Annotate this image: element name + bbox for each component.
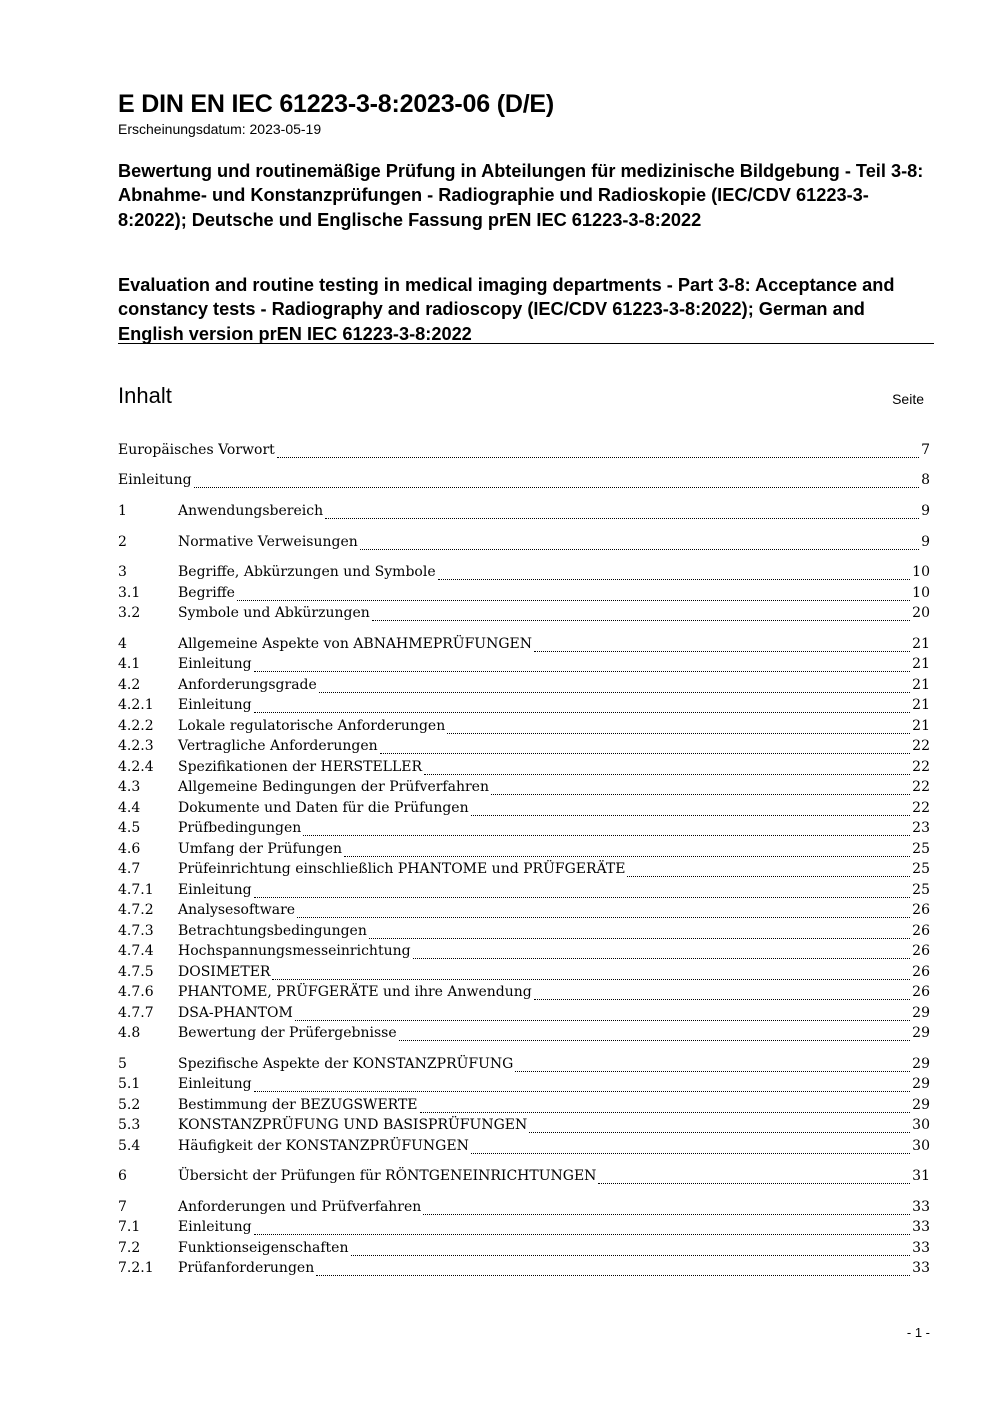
- toc-entry-number: 6: [118, 1168, 127, 1184]
- toc-entry-page: 29: [912, 1025, 930, 1041]
- toc-entry-page: 21: [912, 636, 930, 652]
- toc-entry-number: 4.7.6: [118, 984, 154, 1000]
- toc-entry-number: 3: [118, 564, 127, 580]
- toc-entry[interactable]: [118, 1095, 930, 1115]
- toc-leader-dots: [413, 946, 911, 959]
- toc-entry[interactable]: [118, 1238, 930, 1258]
- toc-leader-dots: [420, 1100, 911, 1113]
- toc-leader-dots: [598, 1171, 910, 1184]
- toc-entry-page: 33: [912, 1219, 930, 1235]
- toc-leader-dots: [424, 762, 910, 775]
- toc-entry-title: Normative Verweisungen: [178, 534, 358, 550]
- document-id: E DIN EN IEC 61223-3-8:2023-06 (D/E): [118, 90, 555, 118]
- toc-leader-dots: [237, 588, 910, 601]
- toc-entry-page: 21: [912, 718, 930, 734]
- toc-entry-title: Lokale regulatorische Anforderungen: [178, 718, 446, 734]
- toc-entry-title: Einleitung: [178, 697, 252, 713]
- toc-entry-page: 26: [912, 984, 930, 1000]
- toc-entry-page: 23: [912, 820, 930, 836]
- toc-entry-title: Anwendungsbereich: [178, 503, 324, 519]
- toc-entry[interactable]: [118, 941, 930, 961]
- toc-leader-dots: [254, 1079, 911, 1092]
- page-number: - 1 -: [906, 1325, 930, 1340]
- toc-entry-title: DOSIMETER: [178, 964, 271, 980]
- toc-leader-dots: [534, 987, 910, 1000]
- toc-entry-title: Einleitung: [178, 882, 252, 898]
- toc-entry-title: Anforderungen und Prüfverfahren: [178, 1199, 422, 1215]
- toc-leader-dots: [471, 803, 911, 816]
- toc-entry-page: 25: [912, 861, 930, 877]
- toc-entry-number: 4.6: [118, 841, 141, 857]
- title-divider: [118, 343, 934, 344]
- toc-entry[interactable]: [118, 736, 930, 756]
- toc-entry-number: 1: [118, 503, 127, 519]
- toc-entry-page: 22: [912, 800, 930, 816]
- toc-entry-number: 4.2.3: [118, 738, 154, 754]
- toc-entry-title: Häufigkeit der KONSTANZPRÜFUNGEN: [178, 1138, 469, 1154]
- toc-leader-dots: [372, 608, 910, 621]
- toc-entry-number: 4.1: [118, 656, 141, 672]
- toc-entry-page: 26: [912, 902, 930, 918]
- toc-entry-title: Einleitung: [178, 1219, 252, 1235]
- toc-heading: Inhalt: [118, 383, 172, 408]
- toc-leader-dots: [319, 680, 910, 693]
- toc-entry[interactable]: [118, 777, 930, 797]
- publication-date: Erscheinungsdatum: 2023-05-19: [118, 121, 322, 137]
- toc-entry-number: 4.2.4: [118, 759, 154, 775]
- toc-entry-number: 4.7.3: [118, 923, 154, 939]
- toc-entry-number: 4.2.2: [118, 718, 154, 734]
- toc-entry-title: Begriffe: [178, 585, 235, 601]
- toc-entry[interactable]: [118, 654, 930, 674]
- toc-entry-number: 4.3: [118, 779, 141, 795]
- toc-entry-title: Umfang der Prüfungen: [178, 841, 343, 857]
- toc-entry[interactable]: [118, 562, 930, 582]
- toc-entry-page: 7: [921, 442, 930, 458]
- toc-entry[interactable]: [118, 839, 930, 859]
- toc-entry[interactable]: [118, 1166, 930, 1186]
- toc-entry[interactable]: [118, 470, 930, 490]
- toc-leader-dots: [380, 741, 911, 754]
- toc-entry[interactable]: [118, 1074, 930, 1094]
- toc-entry-page: 9: [921, 503, 930, 519]
- toc-entry[interactable]: [118, 583, 930, 603]
- toc-entry[interactable]: [118, 757, 930, 777]
- toc-entry-title: KONSTANZPRÜFUNG UND BASISPRÜFUNGEN: [178, 1117, 528, 1133]
- toc-entry-title: Analysesoftware: [178, 902, 296, 918]
- toc-entry-page: 33: [912, 1240, 930, 1256]
- toc-entry-number: 7.2: [118, 1240, 141, 1256]
- toc-entry-title: Allgemeine Bedingungen der Prüfverfahren: [178, 779, 489, 795]
- toc-entry-title: Funktionseigenschaften: [178, 1240, 349, 1256]
- toc-entry-title: Prüfanforderungen: [178, 1260, 315, 1276]
- toc-entry-page: 33: [912, 1260, 930, 1276]
- toc-leader-dots: [254, 700, 911, 713]
- toc-entry-number: 4.7.2: [118, 902, 154, 918]
- title-german: Bewertung und routinemäßige Prüfung in Abteilungen für medizinische Bildgebung - Teil 3-8: Abnahme- und Konstanzprüfungen - Radiographie und Radioskopie (IEC/CDV 61223-3-8:2022); Deutsche und Englische Fassung prEN IEC 61223-3-8:2022: [118, 161, 924, 230]
- toc-entry-title: Spezifikationen der HERSTELLER: [178, 759, 423, 775]
- toc-entry[interactable]: [118, 695, 930, 715]
- toc-leader-dots: [325, 506, 919, 519]
- toc-leader-dots: [369, 926, 910, 939]
- toc-leader-dots: [534, 639, 910, 652]
- toc-entry[interactable]: [118, 1003, 930, 1023]
- toc-entry-page: 29: [912, 1056, 930, 1072]
- toc-entry-title: Symbole und Abkürzungen: [178, 605, 370, 621]
- toc-entry[interactable]: [118, 716, 930, 736]
- toc-entry-page: 10: [912, 564, 930, 580]
- toc-entry[interactable]: [118, 1258, 930, 1278]
- toc-leader-dots: [254, 659, 911, 672]
- toc-entry-page: 22: [912, 738, 930, 754]
- toc-entry[interactable]: [118, 1136, 930, 1156]
- toc-entry[interactable]: [118, 900, 930, 920]
- toc-entry-title: Spezifische Aspekte der KONSTANZPRÜFUNG: [178, 1056, 514, 1072]
- toc-entry-number: 3.2: [118, 605, 141, 621]
- toc-entry-title: Begriffe, Abkürzungen und Symbole: [178, 564, 436, 580]
- toc-entry[interactable]: [118, 1197, 930, 1217]
- toc-entry-title: Einleitung: [118, 472, 192, 488]
- toc-entry-title: Hochspannungsmesseinrichtung: [178, 943, 411, 959]
- toc-entry-page: 30: [912, 1117, 930, 1133]
- toc-leader-dots: [254, 1222, 911, 1235]
- toc-entry-page: 29: [912, 1076, 930, 1092]
- toc-leader-dots: [272, 967, 910, 980]
- toc-entry[interactable]: [118, 962, 930, 982]
- toc-entry-page: 25: [912, 882, 930, 898]
- toc-entry-number: 5: [118, 1056, 127, 1072]
- toc-leader-dots: [529, 1120, 910, 1133]
- toc-entry-title: Übersicht der Prüfungen für RÖNTGENEINRICHTUNGEN: [178, 1168, 597, 1184]
- toc-entry-number: 7.1: [118, 1219, 141, 1235]
- toc-entry-page: 29: [912, 1097, 930, 1113]
- toc-entry-page: 26: [912, 943, 930, 959]
- toc-entry-number: 4.7: [118, 861, 141, 877]
- toc-leader-dots: [344, 844, 910, 857]
- toc-entry[interactable]: [118, 532, 930, 552]
- toc-entry-page: 9: [921, 534, 930, 550]
- toc-entry-title: Einleitung: [178, 656, 252, 672]
- toc-entry-number: 2: [118, 534, 127, 550]
- toc-entry-number: 5.2: [118, 1097, 141, 1113]
- toc-entry-number: 4.2.1: [118, 697, 154, 713]
- toc-leader-dots: [360, 537, 919, 550]
- toc-entry-number: 4.8: [118, 1025, 141, 1041]
- toc-entry[interactable]: [118, 1217, 930, 1237]
- toc-entry-page: 21: [912, 677, 930, 693]
- toc-entry-title: Einleitung: [178, 1076, 252, 1092]
- toc-entry[interactable]: [118, 1115, 930, 1135]
- toc-entry-page: 21: [912, 697, 930, 713]
- toc-entry[interactable]: [118, 603, 930, 623]
- toc-entry-number: 4.2: [118, 677, 141, 693]
- toc-entry-page: 26: [912, 923, 930, 939]
- toc-entry-page: 30: [912, 1138, 930, 1154]
- toc-entry-page: 21: [912, 656, 930, 672]
- toc-entry-title: Prüfeinrichtung einschließlich PHANTOME und PRÜFGERÄTE: [178, 861, 626, 877]
- toc-entry-page: 29: [912, 1005, 930, 1021]
- toc-leader-dots: [297, 905, 910, 918]
- toc-entry[interactable]: [118, 859, 930, 879]
- toc-entry-title: Betrachtungsbedingungen: [178, 923, 367, 939]
- toc-entry-page: 22: [912, 779, 930, 795]
- toc-leader-dots: [399, 1028, 911, 1041]
- toc-entry-page: 20: [912, 605, 930, 621]
- toc-entry-number: 4: [118, 636, 127, 652]
- toc-leader-dots: [438, 567, 911, 580]
- toc-leader-dots: [447, 721, 910, 734]
- toc-leader-dots: [471, 1141, 910, 1154]
- toc-entry-title: Bewertung der Prüfergebnisse: [178, 1025, 397, 1041]
- title-english: Evaluation and routine testing in medical imaging departments - Part 3-8: Acceptance and constancy tests - Radiography and radioscopy (IEC/CDV 61223-3-8:2022); German and English version prEN IEC 61223-3-8:2022: [118, 275, 895, 344]
- toc-entry[interactable]: [118, 501, 930, 521]
- toc-leader-dots: [194, 475, 920, 488]
- toc-entry-page: 26: [912, 964, 930, 980]
- toc-entry-number: 5.3: [118, 1117, 141, 1133]
- toc-entry-number: 4.7.1: [118, 882, 154, 898]
- toc-entry-number: 5.4: [118, 1138, 141, 1154]
- toc-entry[interactable]: [118, 982, 930, 1002]
- toc-leader-dots: [423, 1202, 910, 1215]
- toc-entry[interactable]: [118, 880, 930, 900]
- toc-entry-number: 4.5: [118, 820, 141, 836]
- toc-entry-page: 33: [912, 1199, 930, 1215]
- toc-leader-dots: [254, 885, 911, 898]
- toc-entry-page: 31: [912, 1168, 930, 1184]
- toc-entry-number: 7.2.1: [118, 1260, 154, 1276]
- toc-entry-number: 3.1: [118, 585, 141, 601]
- toc-leader-dots: [277, 445, 919, 458]
- toc-entry-title: Europäisches Vorwort: [118, 442, 275, 458]
- toc-leader-dots: [515, 1059, 910, 1072]
- toc-entry-number: 4.7.7: [118, 1005, 154, 1021]
- toc-entry[interactable]: [118, 440, 930, 460]
- toc-leader-dots: [295, 1008, 910, 1021]
- toc-entry[interactable]: [118, 1023, 930, 1043]
- toc-leader-dots: [303, 823, 910, 836]
- toc-entry-title: Bestimmung der BEZUGSWERTE: [178, 1097, 418, 1113]
- toc-entry-number: 4.7.5: [118, 964, 154, 980]
- toc-entry-page: 25: [912, 841, 930, 857]
- toc-entry-title: Vertragliche Anforderungen: [178, 738, 378, 754]
- toc-entry-title: DSA-PHANTOM: [178, 1005, 293, 1021]
- toc-entry[interactable]: [118, 818, 930, 838]
- toc-leader-dots: [627, 864, 910, 877]
- toc-entry-page: 10: [912, 585, 930, 601]
- toc-entry[interactable]: [118, 798, 930, 818]
- toc-entry-number: 5.1: [118, 1076, 141, 1092]
- toc-leader-dots: [316, 1263, 910, 1276]
- toc-entry-number: 7: [118, 1199, 127, 1215]
- toc-entry-title: PHANTOME, PRÜFGERÄTE und ihre Anwendung: [178, 984, 532, 1000]
- toc-entry-page: 22: [912, 759, 930, 775]
- toc-entry[interactable]: [118, 1054, 930, 1074]
- toc-entry[interactable]: [118, 921, 930, 941]
- toc-entry-title: Anforderungsgrade: [178, 677, 317, 693]
- toc-leader-dots: [351, 1243, 911, 1256]
- toc-leader-dots: [491, 782, 910, 795]
- toc-entry-number: 4.7.4: [118, 943, 154, 959]
- toc-entry-title: Allgemeine Aspekte von ABNAHMEPRÜFUNGEN: [178, 636, 532, 652]
- toc-entry[interactable]: [118, 675, 930, 695]
- toc-page-label: Seite: [892, 391, 924, 407]
- toc-entry-page: 8: [921, 472, 930, 488]
- toc-entry-title: Dokumente und Daten für die Prüfungen: [178, 800, 469, 816]
- toc-entry-title: Prüfbedingungen: [178, 820, 302, 836]
- toc-entry[interactable]: [118, 634, 930, 654]
- toc-entry-number: 4.4: [118, 800, 141, 816]
